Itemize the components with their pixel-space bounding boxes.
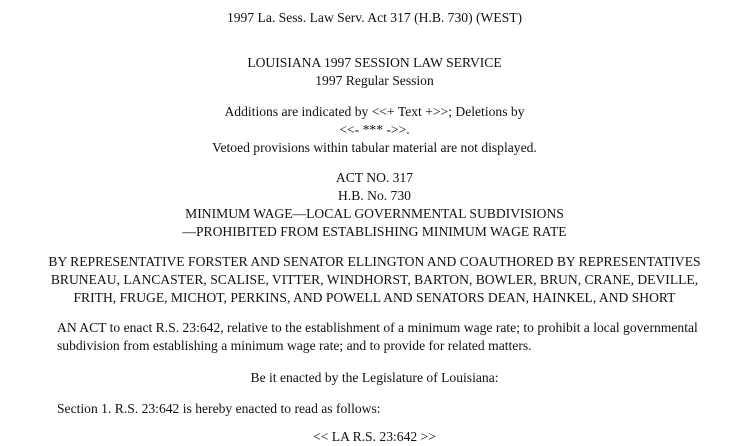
- purpose-line-1: AN ACT to enact R.S. 23:642, relative to the establishment of a minimum wage rate; to prohibit a local governmental: [57, 320, 698, 335]
- notice-line-2: <<- *** ->>.: [339, 122, 410, 137]
- service-title: LOUISIANA 1997 SESSION LAW SERVICE: [247, 55, 502, 70]
- session-label: 1997 Regular Session: [315, 73, 434, 88]
- notice-line-1: Additions are indicated by <<+ Text +>>; Deletions by: [224, 104, 525, 119]
- act-subject-line-2: —PROHIBITED FROM ESTABLISHING MINIMUM WAGE RATE: [182, 224, 567, 239]
- authors-line-3: FRITH, FRUGE, MICHOT, PERKINS, AND POWELL AND SENATORS DEAN, HAINKEL, AND SHORT: [73, 290, 676, 305]
- act-number: ACT NO. 317: [335, 170, 414, 185]
- section-1-text: Section 1. R.S. 23:642 is hereby enacted to read as follows:: [57, 401, 381, 416]
- statute-reference: << LA R.S. 23:642 >>: [313, 429, 436, 444]
- act-subject-line-1: MINIMUM WAGE—LOCAL GOVERNMENTAL SUBDIVISIONS: [185, 206, 564, 221]
- document-citation: 1997 La. Sess. Law Serv. Act 317 (H.B. 730) (WEST): [226, 10, 523, 25]
- bill-number: H.B. No. 730: [338, 188, 411, 203]
- notice-line-3: Vetoed provisions within tabular material are not displayed.: [212, 140, 537, 155]
- enacting-clause: Be it enacted by the Legislature of Louisiana:: [250, 370, 499, 385]
- purpose-line-2: subdivision from establishing a minimum wage rate; and to provide for related matters.: [57, 338, 532, 353]
- authors-line-2: BRUNEAU, LANCASTER, SCALISE, VITTER, WINDHORST, BARTON, BOWLER, BRUN, CRANE, DEVILLE,: [50, 272, 699, 287]
- authors-line-1: BY REPRESENTATIVE FORSTER AND SENATOR ELLINGTON AND COAUTHORED BY REPRESENTATIVES: [48, 254, 701, 269]
